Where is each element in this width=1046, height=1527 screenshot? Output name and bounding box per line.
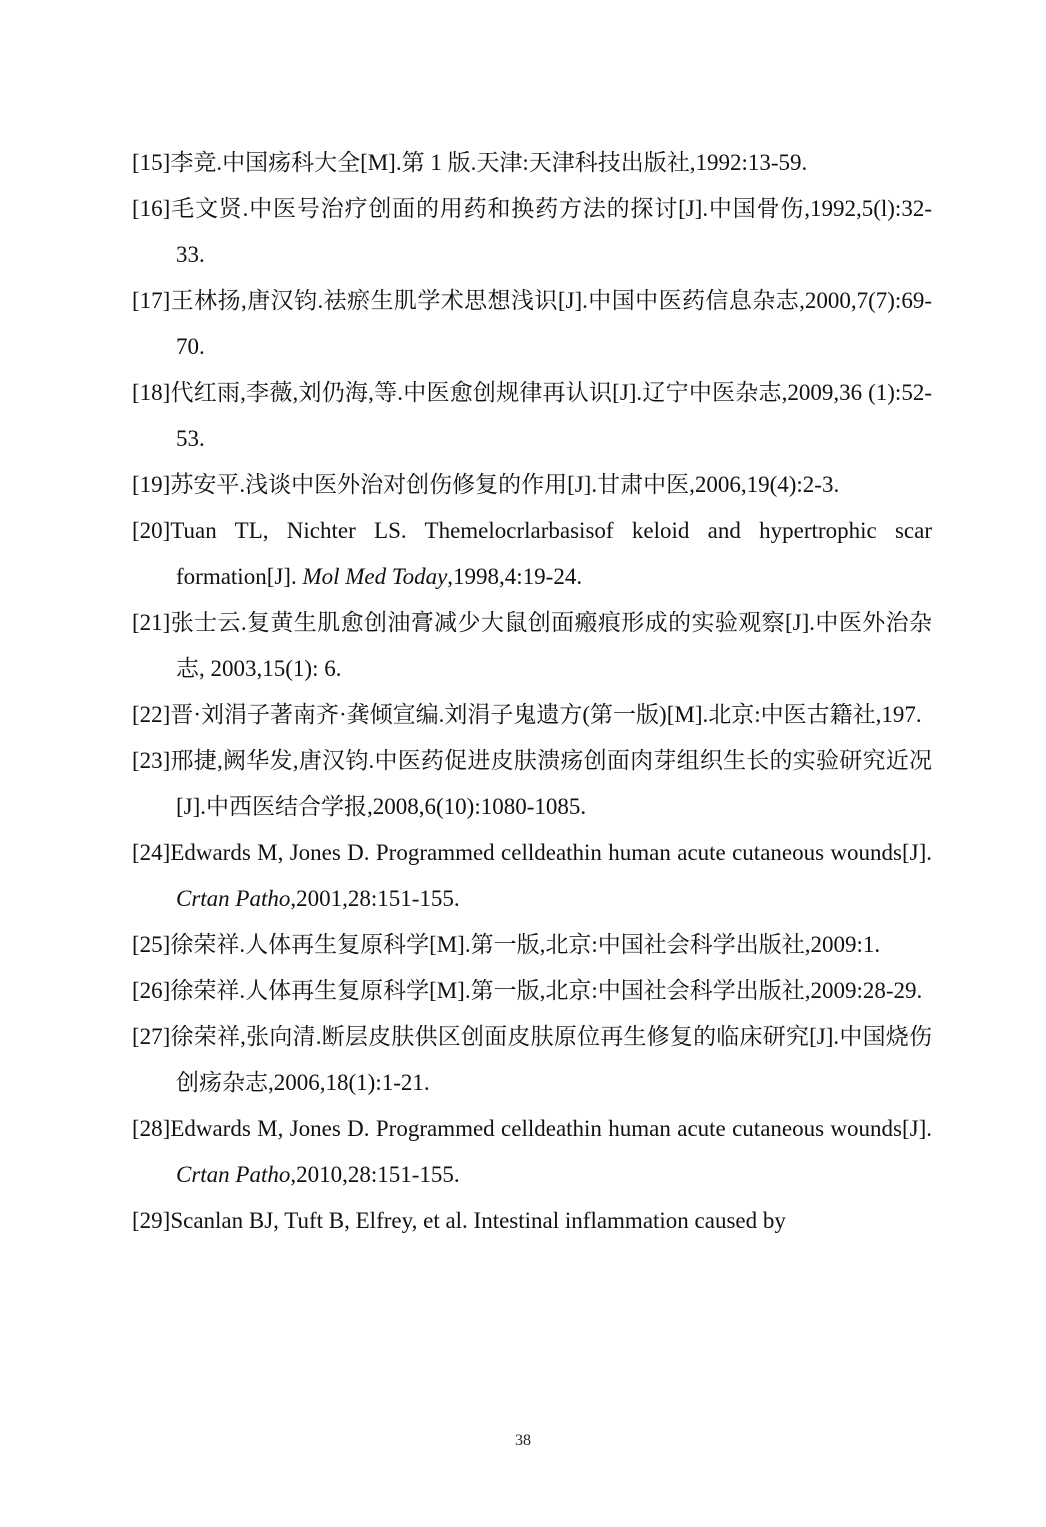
reference-citation: ,1998,4:19-24. <box>447 564 583 589</box>
reference-text: [26]徐荣祥.人体再生复原科学[M].第一版,北京:中国社会科学出版社,2009:28-29. <box>132 978 923 1003</box>
journal-name: Crtan Patho <box>176 886 291 911</box>
reference-text: [24]Edwards M, Jones D. Programmed celldeathin human acute cutaneous wounds[J]. <box>132 840 932 865</box>
reference-item <box>132 830 932 922</box>
journal-name: Mol Med Today <box>302 564 448 589</box>
reference-item <box>132 462 932 508</box>
reference-text: [18]代红雨,李薇,刘仍海,等.中医愈创规律再认识[J].辽宁中医杂志,2009,36 (1):52-53. <box>132 380 932 451</box>
journal-name: Crtan Patho <box>176 1162 291 1187</box>
reference-text: [15]李竞.中国疡科大全[M].第 1 版.天津:天津科技出版社,1992:13-59. <box>132 150 808 175</box>
reference-text: [21]张士云.复黄生肌愈创油膏减少大鼠创面瘢痕形成的实验观察[J].中医外治杂志, 2003,15(1): 6. <box>132 610 932 681</box>
reference-item <box>132 968 932 1014</box>
reference-text: [23]邢捷,阙华发,唐汉钧.中医药促进皮肤溃疡创面肉芽组织生长的实验研究近况[J].中西医结合学报,2008,6(10):1080-1085. <box>132 748 932 819</box>
reference-list <box>132 140 932 1244</box>
reference-citation: ,2010,28:151-155. <box>290 1162 460 1187</box>
reference-item <box>132 186 932 278</box>
reference-item <box>132 600 932 692</box>
reference-citation: ,2001,28:151-155. <box>290 886 460 911</box>
reference-text: [29]Scanlan BJ, Tuft B, Elfrey, et al. Intestinal inflammation caused by <box>132 1208 786 1233</box>
reference-item <box>132 1014 932 1106</box>
reference-text: [27]徐荣祥,张向清.断层皮肤供区创面皮肤原位再生修复的临床研究[J].中国烧伤创疡杂志,2006,18(1):1-21. <box>132 1024 932 1095</box>
reference-text: [22]晋·刘涓子著南齐·龚倾宣编.刘涓子鬼遗方(第一版)[M].北京:中医古籍社,197. <box>132 702 922 727</box>
page-number: 38 <box>515 1432 531 1449</box>
reference-text: [25]徐荣祥.人体再生复原科学[M].第一版,北京:中国社会科学出版社,2009:1. <box>132 932 881 957</box>
reference-item <box>132 278 932 370</box>
reference-text: [28]Edwards M, Jones D. Programmed celldeathin human acute cutaneous wounds[J]. <box>132 1116 932 1141</box>
reference-text: [19]苏安平.浅谈中医外治对创伤修复的作用[J].甘肃中医,2006,19(4):2-3. <box>132 472 840 497</box>
reference-item <box>132 692 932 738</box>
reference-item <box>132 738 932 830</box>
reference-item <box>132 140 932 186</box>
reference-text: [20]Tuan TL, Nichter LS. Themelocrlarbasisof keloid and hypertrophic scar formation[J]. <box>132 518 932 589</box>
reference-item <box>132 1198 932 1244</box>
reference-text: [17]王林扬,唐汉钧.祛瘀生肌学术思想浅识[J].中国中医药信息杂志,2000,7(7):69-70. <box>132 288 932 359</box>
reference-item <box>132 508 932 600</box>
reference-item <box>132 370 932 462</box>
reference-text: [16]毛文贤.中医号治疗创面的用药和换药方法的探讨[J].中国骨伤,1992,5(l):32-33. <box>132 196 932 267</box>
reference-item <box>132 922 932 968</box>
reference-item <box>132 1106 932 1198</box>
